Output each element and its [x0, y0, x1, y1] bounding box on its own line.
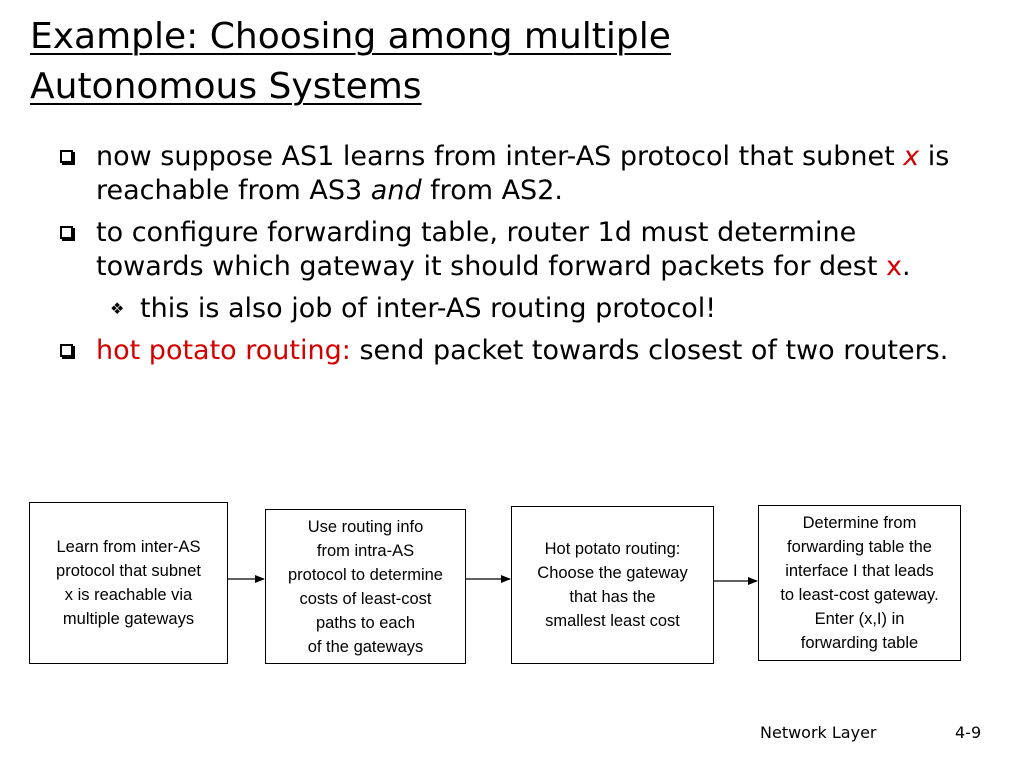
flow-box-routing-info [265, 509, 466, 664]
bullet-item-3 [60, 334, 960, 368]
bullet-2-var-x: x [886, 251, 902, 282]
title-line-1: Example: Choosing among multiple [30, 16, 671, 57]
title-line-2: Autonomous Systems [30, 66, 422, 107]
slide-title [30, 12, 930, 112]
bullet-1-text-a: now suppose AS1 learns from inter-AS protocol that subnet [96, 141, 904, 172]
flow-box-forwarding-text: Determine from forwarding table the interface I that leads to least-cost gateway. Enter (x,I) in forwarding table [780, 514, 939, 652]
bullet-item-1 [60, 140, 960, 208]
sub-bullet-text: this is also job of inter-AS routing protocol! [140, 293, 717, 324]
page-number: 4-9 [955, 723, 982, 742]
square-bullet-icon [60, 150, 73, 163]
flow-box-learn-text: Learn from inter-AS protocol that subnet x is reachable via multiple gateways [56, 538, 201, 628]
footer-label: Network Layer [760, 723, 877, 742]
bullet-3-red-term: hot potato routing: [96, 335, 351, 366]
flow-box-forwarding [758, 505, 961, 661]
flow-box-learn [29, 502, 228, 664]
bullet-list [60, 140, 960, 376]
flow-box-hot-potato [511, 506, 714, 664]
diamond-bullet-icon: ❖ [110, 299, 125, 318]
square-bullet-icon [60, 344, 73, 357]
bullet-1-var-x: x [903, 141, 920, 172]
bullet-1-text-b: is reachable from AS3 [96, 141, 950, 206]
sub-bullet-item [60, 292, 960, 326]
bullet-2-text-a: to configure forwarding table, router 1d must determine towards which gateway it should forward packets for dest [96, 217, 887, 282]
flow-box-routing-info-text: Use routing info from intra-AS protocol to determine costs of least-cost paths to each of the gateways [287, 517, 443, 656]
bullet-3-text: send packet towards closest of two routers. [350, 335, 949, 366]
square-bullet-icon [60, 226, 73, 239]
flow-box-hot-potato-text: Hot potato routing: Choose the gateway that has the smallest least cost [537, 540, 688, 630]
bullet-1-text-c: from AS2. [421, 175, 563, 206]
bullet-item-2 [60, 216, 960, 284]
bullet-2-text-b: . [902, 251, 911, 282]
bullet-1-italic-and: and [370, 175, 422, 206]
